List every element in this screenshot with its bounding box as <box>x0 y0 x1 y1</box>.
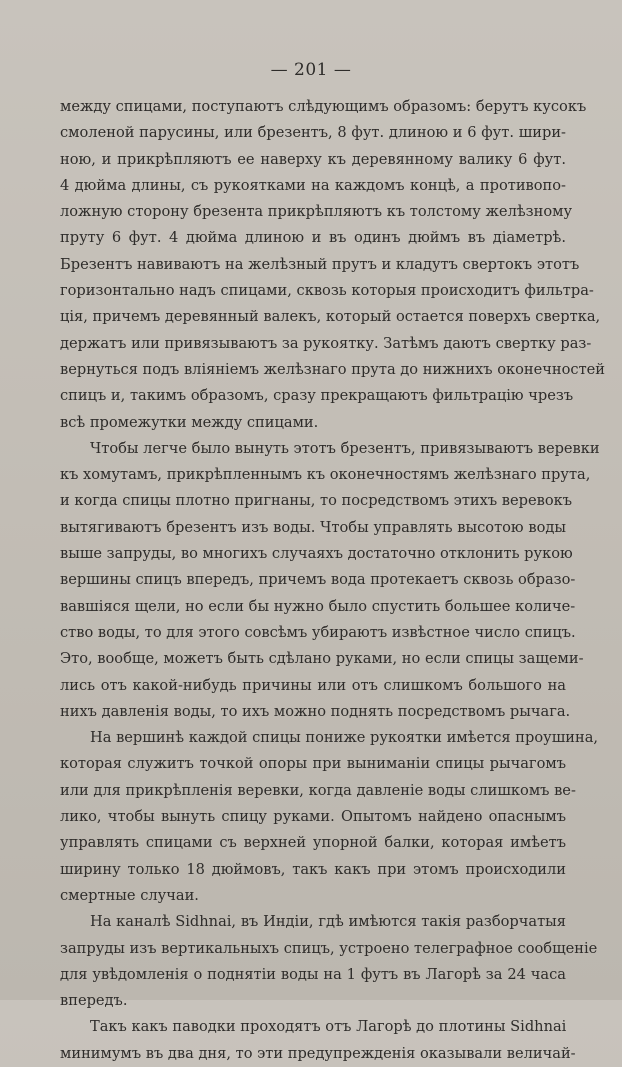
text-line: минимумъ въ два дня, то эти предупрежденія оказывали величай- <box>60 1044 576 1062</box>
text-line: ширину только 18 дюймовъ, такъ какъ при этомъ происходили <box>60 860 566 878</box>
text-line: лико, чтобы вынуть спицу руками. Опытомъ найдено опаснымъ <box>60 808 566 826</box>
page-number: — 201 — <box>270 60 352 80</box>
text-line: къ хомутамъ, прикрѣпленнымъ къ оконечностямъ желѣзнаго прута, <box>60 466 591 484</box>
text-line: лись отъ какой-нибудь причины или отъ слишкомъ большого на <box>60 676 566 694</box>
text-line: Чтобы легче было вынуть этотъ брезентъ, привязываютъ веревки <box>90 439 600 457</box>
body-text <box>60 94 606 1067</box>
text-line: Это, вообще, можетъ быть сдѣлано руками, но если спицы защеми- <box>60 650 584 668</box>
text-line: пруту 6 фут. 4 дюйма длиною и въ одинъ дюймъ въ діаметрѣ. <box>60 229 566 247</box>
text-line: смертные случаи. <box>60 886 199 904</box>
text-line: выше запруды, во многихъ случаяхъ достаточно отклонить рукою <box>60 545 573 563</box>
text-line: которая служитъ точкой опоры при выниманіи спицы рычагомъ <box>60 755 566 773</box>
text-line: для увѣдомленія о поднятіи воды на 1 футъ въ Лагорѣ за 24 часа <box>60 965 566 983</box>
text-line: На каналѣ Sidhnai, въ Индіи, гдѣ имѣются такія разборчатыя <box>90 913 566 931</box>
text-line: вавшіяся щели, но если бы нужно было спустить большее количе- <box>60 597 576 615</box>
text-line: ція, причемъ деревянный валекъ, который остается поверхъ свертка, <box>60 308 601 326</box>
text-line: смоленой парусины, или брезентъ, 8 фут. длиною и 6 фут. шири- <box>60 124 566 142</box>
text-line: впередъ. <box>60 992 128 1010</box>
text-line: 4 дюйма длины, съ рукоятками на каждомъ концѣ, а противопо- <box>60 176 566 194</box>
text-line: ною, и прикрѣпляютъ ее наверху къ деревянному валику 6 фут. <box>60 150 566 168</box>
text-line: вернуться подъ вліяніемъ желѣзнаго прута до нижнихъ оконечностей <box>60 360 606 378</box>
text-line: вытягиваютъ брезентъ изъ воды. Чтобы управлять высотою воды <box>60 518 566 536</box>
text-line: управлять спицами съ верхней упорной балки, которая имѣетъ <box>60 834 566 852</box>
text-line: Брезентъ навиваютъ на желѣзный прутъ и кладутъ свертокъ этотъ <box>60 255 580 273</box>
text-line: спицъ и, такимъ образомъ, сразу прекращаютъ фильтрацію чрезъ <box>60 387 574 405</box>
text-line: запруды изъ вертикальныхъ спицъ, устроено телеграфное сообщеніе <box>60 939 598 957</box>
text-line: между спицами, поступаютъ слѣдующимъ образомъ: берутъ кусокъ <box>60 98 587 115</box>
text-line: вершины спицъ впередъ, причемъ вода протекаетъ сквозь образо- <box>60 571 576 589</box>
text-line: нихъ давленія воды, то ихъ можно поднять посредствомъ рычага. <box>60 702 571 720</box>
text-line: Такъ какъ паводки проходятъ отъ Лагорѣ до плотины Sidhnai <box>90 1018 567 1036</box>
text-line: всѣ промежутки между спицами. <box>60 413 319 431</box>
text-line: На вершинѣ каждой спицы пониже рукоятки имѣется проушина, <box>90 729 599 747</box>
text-line: ство воды, то для этого совсѣмъ убираютъ извѣстное число спицъ. <box>60 623 576 641</box>
text-line: горизонтально надъ спицами, сквозь которыя происходитъ фильтра- <box>60 282 594 300</box>
text-line: и когда спицы плотно пригнаны, то посредствомъ этихъ веревокъ <box>60 492 573 510</box>
text-line: или для прикрѣпленія веревки, когда давленіе воды слишкомъ ве- <box>60 781 576 799</box>
text-line: ложную сторону брезента прикрѣпляютъ къ толстому желѣзному <box>60 203 573 221</box>
text-line: держатъ или привязываютъ за рукоятку. Затѣмъ даютъ свертку раз- <box>60 334 592 352</box>
